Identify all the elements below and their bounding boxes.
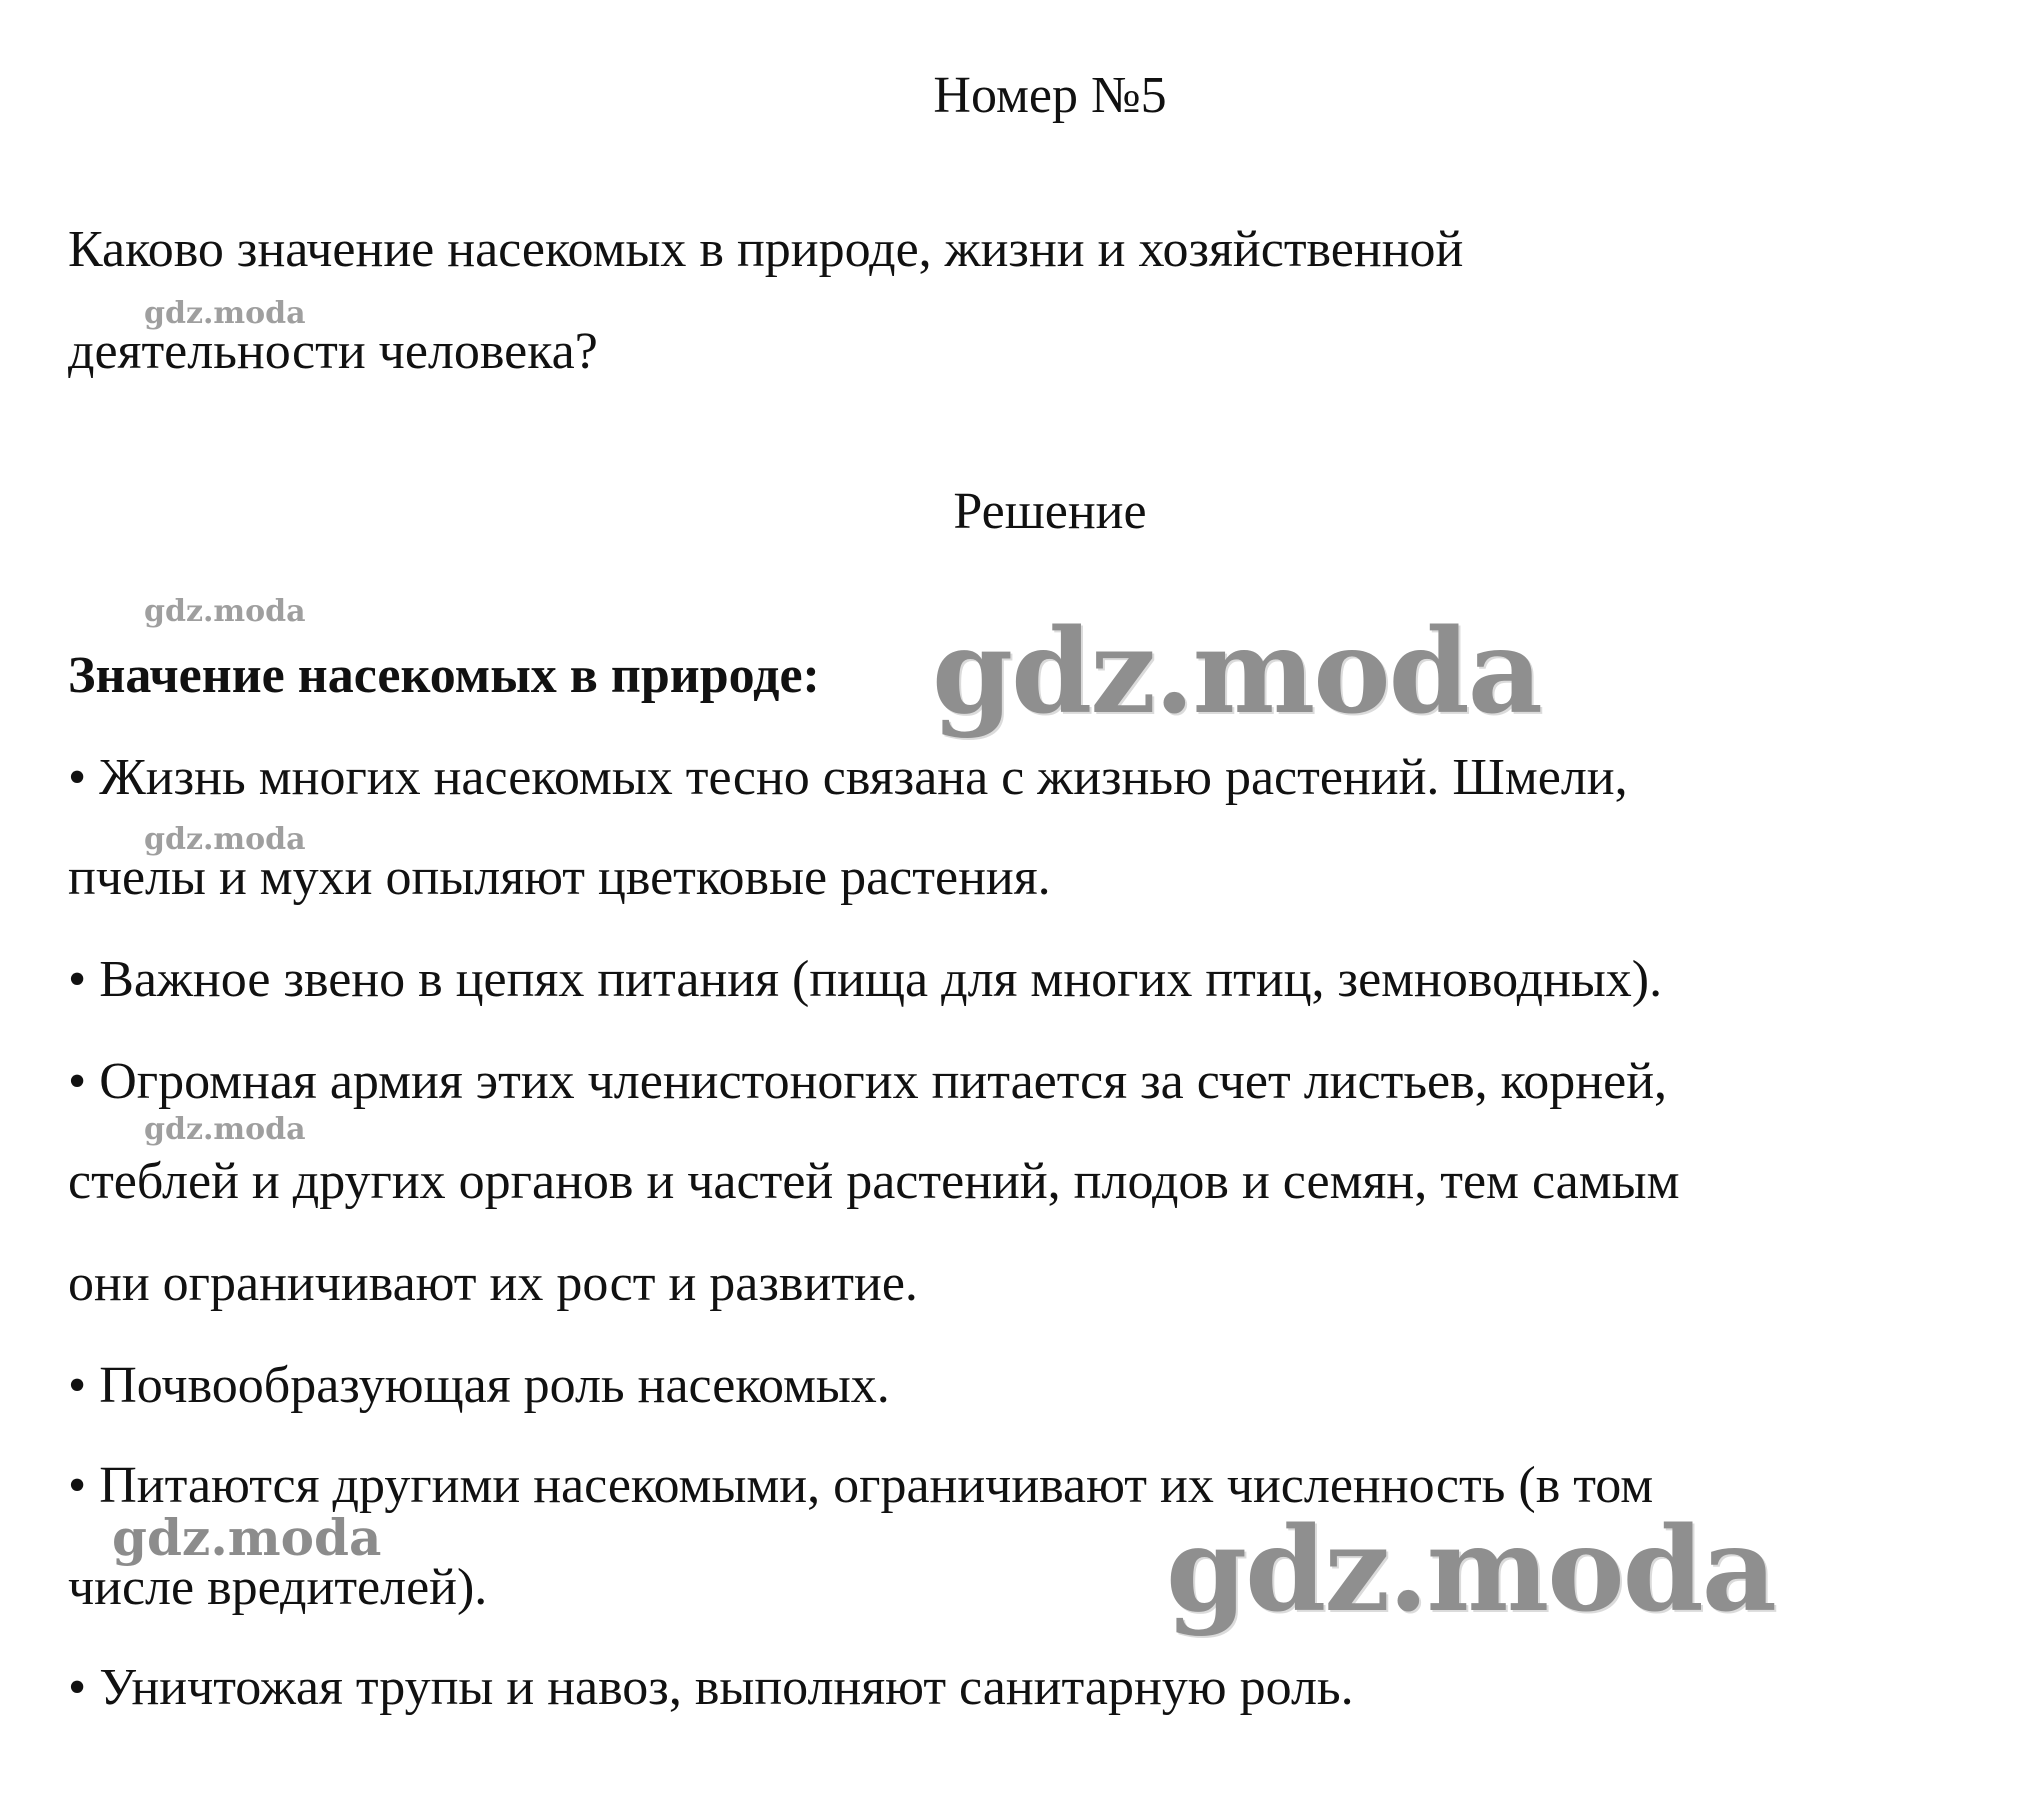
solution-line-6: они ограничивают их рост и развитие.	[68, 1255, 918, 1312]
solution-subheading: Значение насекомых в природе:	[68, 647, 820, 704]
watermark-small-4: gdz.moda	[144, 1112, 306, 1147]
solution-line-2: пчелы и мухи опыляют цветковые растения.	[68, 849, 1051, 906]
watermark-small-2: gdz.moda	[144, 594, 306, 629]
watermark-small-3: gdz.moda	[144, 822, 306, 857]
watermark-large-2: gdz.moda	[1166, 1502, 1775, 1638]
question-line-1: Каково значение насекомых в природе, жизни и хозяйственной	[68, 221, 1464, 278]
solution-line-5: стеблей и других органов и частей растений, плодов и семян, тем самым	[68, 1153, 1680, 1210]
solution-heading: Решение	[953, 483, 1147, 540]
solution-line-10: • Уничтожая трупы и навоз, выполняют санитарную роль.	[68, 1659, 1354, 1716]
solution-line-3: • Важное звено в цепях питания (пища для многих птиц, земноводных).	[68, 951, 1663, 1008]
solution-line-7: • Почвообразующая роль насекомых.	[68, 1357, 890, 1414]
watermark-medium: gdz.moda	[112, 1508, 382, 1567]
watermark-large-1: gdz.moda	[932, 604, 1541, 740]
solution-line-1: • Жизнь многих насекомых тесно связана с жизнью растений. Шмели,	[68, 749, 1628, 806]
question-line-2: деятельности человека?	[68, 323, 598, 380]
solution-line-9: числе вредителей).	[68, 1559, 488, 1616]
watermark-small-1: gdz.moda	[144, 296, 306, 331]
page-title: Номер №5	[933, 67, 1167, 124]
solution-line-8: • Питаются другими насекомыми, ограничивают их численность (в том	[68, 1457, 1654, 1514]
solution-line-4: • Огромная армия этих членистоногих питается за счет листьев, корней,	[68, 1053, 1668, 1110]
